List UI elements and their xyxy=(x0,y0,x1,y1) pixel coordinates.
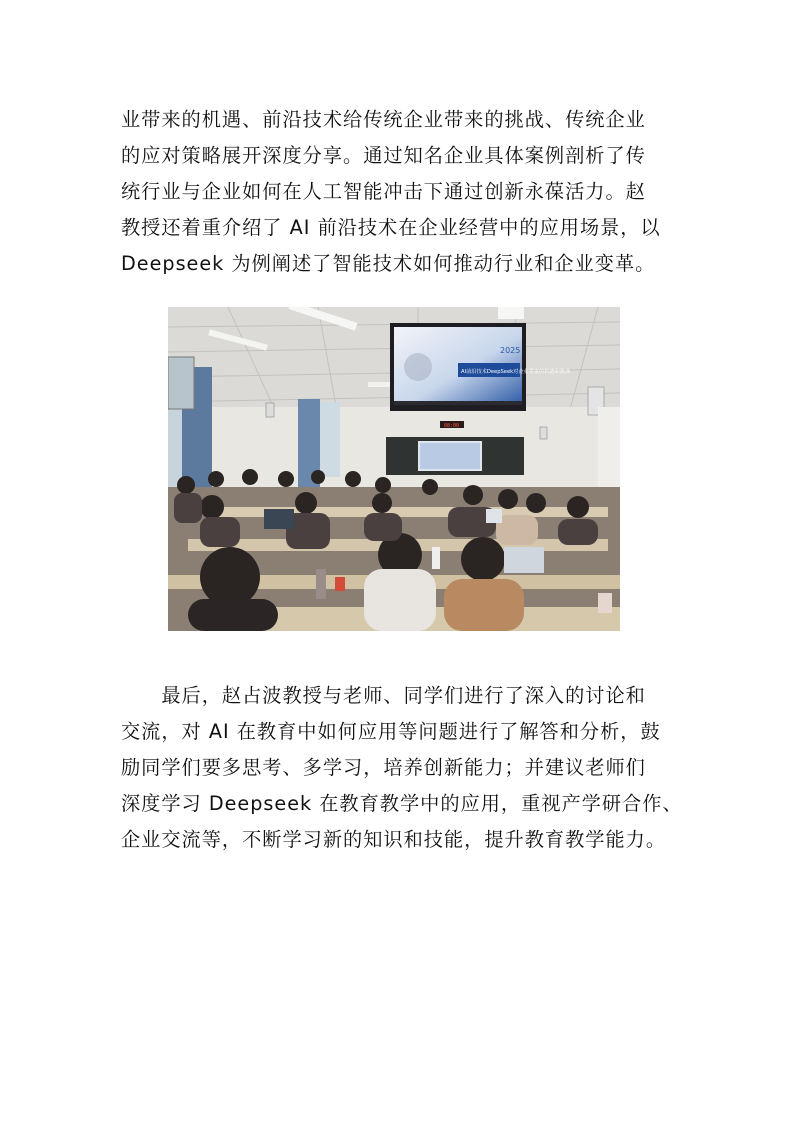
screen-year-text: 2025 xyxy=(500,346,521,355)
paragraph-conclusion xyxy=(121,678,683,858)
text-line: 教授还着重介绍了 AI 前沿技术在企业经营中的应用场景，以 xyxy=(121,216,661,239)
text-line: 交流，对 AI 在教育中如何应用等问题进行了解答和分析，鼓 xyxy=(121,720,661,743)
text-line: 统行业与企业如何在人工智能冲击下通过创新永葆活力。赵 xyxy=(121,180,646,203)
text-line: 励同学们要多思考、多学习，培养创新能力；并建议老师们 xyxy=(121,756,646,779)
text-line: 企业交流等，不断学习新的知识和技能，提升教育教学能力。 xyxy=(121,828,667,851)
lecture-photo xyxy=(168,307,620,631)
text-line: 最后，赵占波教授与老师、同学们进行了深入的讨论和 xyxy=(121,684,646,707)
screen-title-text: AI前沿技术DeepSeek对企业带来的机遇和挑战 xyxy=(461,369,571,375)
clock-text: 08:00 xyxy=(444,423,460,429)
text-line: 的应对策略展开深度分享。通过知名企业具体案例剖析了传 xyxy=(121,144,646,167)
paragraph-intro-continued xyxy=(121,102,673,282)
text-line: Deepseek 为例阐述了智能技术如何推动行业和企业变革。 xyxy=(121,252,656,275)
text-line: 深度学习 Deepseek 在教育教学中的应用，重视产学研合作、 xyxy=(121,792,683,815)
text-line: 业带来的机遇、前沿技术给传统企业带来的挑战、传统企业 xyxy=(121,108,646,131)
